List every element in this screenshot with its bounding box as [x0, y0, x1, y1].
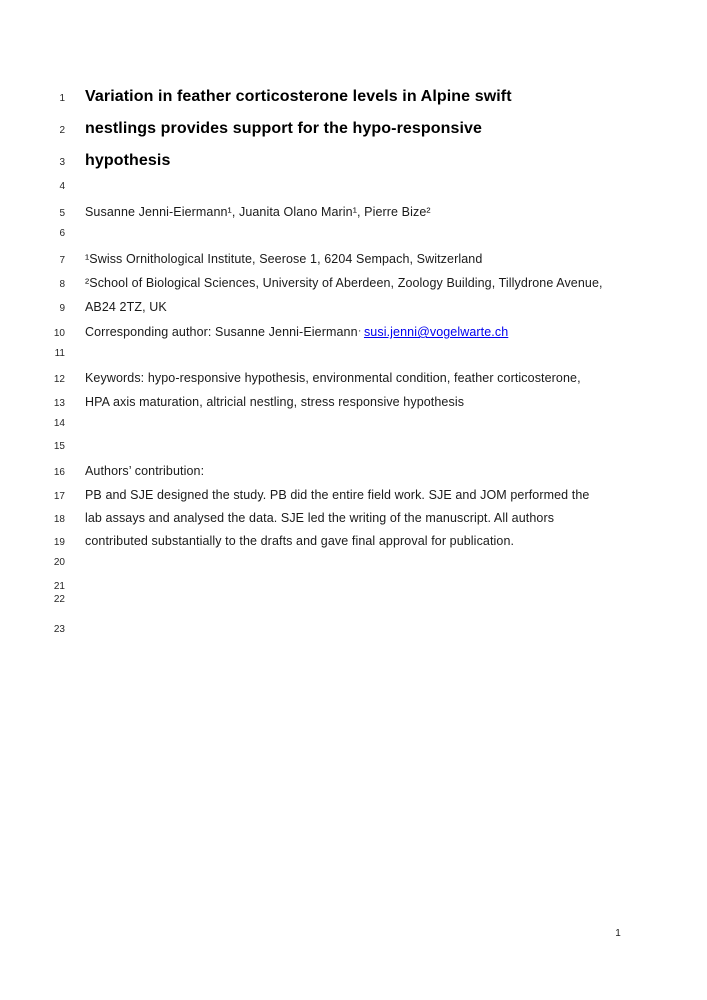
line-number: 22 [53, 594, 65, 605]
line-number: 18 [53, 514, 65, 525]
line-number: 5 [59, 208, 65, 219]
manuscript-line-9 [0, 300, 167, 314]
line-text: Variation in feather corticosterone levels in Alpine swift [85, 88, 512, 105]
line-number: 12 [53, 374, 65, 385]
email-link[interactable]: susi.jenni@vogelwarte.ch [363, 325, 509, 340]
line-number: 10 [53, 328, 65, 340]
line-text: ²School of Biological Sciences, University of Aberdeen, Zoology Building, Tillydrone Avenue, [85, 276, 603, 290]
manuscript-line-10 [0, 324, 508, 339]
line-text: HPA axis maturation, altricial nestling, stress responsive hypothesis [85, 395, 465, 409]
manuscript-line-3 [0, 152, 170, 170]
manuscript-line-6 [0, 228, 85, 239]
manuscript-line-7 [0, 252, 482, 266]
manuscript-line-2 [0, 120, 482, 138]
line-number: 13 [53, 398, 65, 409]
manuscript-line-17 [0, 488, 589, 502]
manuscript-line-8 [0, 276, 603, 290]
page-number: 1 [615, 928, 621, 939]
line-text: nestlings provides support for the hypo-responsive [85, 120, 483, 137]
corresponding-author-text: Corresponding author: Susanne Jenni-Eiermann [85, 325, 358, 340]
line-text: hypothesis [85, 152, 171, 169]
manuscript-line-12 [0, 371, 581, 385]
line-text: lab assays and analysed the data. SJE led the writing of the manuscript. All authors [85, 511, 555, 525]
manuscript-line-1 [0, 88, 512, 106]
line-number: 20 [53, 557, 65, 568]
manuscript-line-18 [0, 511, 554, 525]
manuscript-line-11 [0, 348, 85, 359]
footnote-mark: , [358, 324, 361, 333]
manuscript-line-15 [0, 441, 85, 452]
line-number: 3 [59, 157, 65, 168]
line-text: PB and SJE designed the study. PB did the entire field work. SJE and JOM performed the [85, 488, 590, 502]
line-number: 16 [53, 467, 65, 478]
line-text: Keywords: hypo-responsive hypothesis, environmental condition, feather corticosterone, [85, 371, 581, 385]
line-text: contributed substantially to the drafts and gave final approval for publication. [85, 534, 515, 548]
manuscript-line-13 [0, 395, 464, 409]
line-number: 19 [53, 537, 65, 548]
line-number: 7 [59, 255, 65, 266]
manuscript-line-21 [0, 581, 85, 592]
line-text: AB24 2TZ, UK [85, 300, 167, 314]
manuscript-line-14 [0, 418, 85, 429]
manuscript-line-19 [0, 534, 514, 548]
line-number: 23 [53, 624, 65, 635]
line-number: 4 [59, 181, 65, 192]
line-number: 8 [59, 279, 65, 290]
manuscript-line-16 [0, 464, 204, 478]
line-number: 1 [59, 93, 65, 104]
line-text: ¹Swiss Ornithological Institute, Seerose 1, 6204 Sempach, Switzerland [85, 252, 483, 266]
manuscript-line-23 [0, 624, 85, 635]
line-number: 2 [59, 125, 65, 136]
line-text [85, 324, 508, 339]
line-number: 15 [53, 441, 65, 452]
line-number: 21 [53, 581, 65, 592]
manuscript-line-22 [0, 594, 85, 605]
line-number: 17 [53, 491, 65, 502]
line-number: 14 [53, 418, 65, 429]
line-text: Authors’ contribution: [85, 464, 205, 478]
line-text: Susanne Jenni-Eiermann¹, Juanita Olano Marin¹, Pierre Bize² [85, 205, 431, 219]
line-number: 6 [59, 228, 65, 239]
manuscript-line-20 [0, 557, 85, 568]
manuscript-line-5 [0, 205, 431, 219]
line-number: 9 [59, 303, 65, 314]
manuscript-line-4 [0, 181, 85, 192]
line-number: 11 [54, 348, 65, 359]
